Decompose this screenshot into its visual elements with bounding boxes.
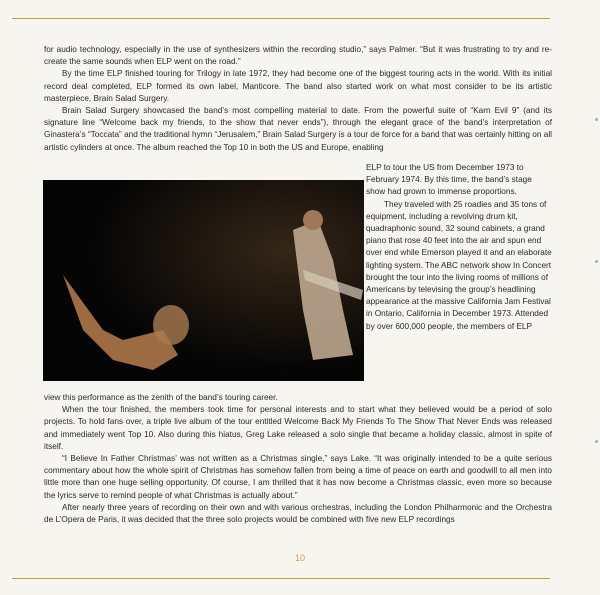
bottom-rule — [12, 578, 550, 579]
paragraph-lake-quote: “I Believe In Father Christmas’ was not written as a Christmas single,” says Lake. “It was originally intended to be a quite serious commentary about how the whole spirit of Christmas has somehow fallen from being a time of peace on earth and goodwill to all men into little more than one huge selling opportunity. Of course, I am thrilled that it has now become a Christmas classic, even more so because the lyrics serve to remind people of what Christmas is actually about.” — [44, 454, 552, 500]
concert-photo — [43, 180, 364, 381]
edge-mark — [595, 118, 598, 121]
paragraph-brain-salad-surgery: Brain Salad Surgery showcased the band’s most compelling material to date. From the powerful suite of “Karn Evil 9” (and its signature line “Welcome back my friends, to the show that never ends”), through the elegant grace of the band’s interpretation of Ginastera’s “Toccata” and the traditional hymn “Jerusalem,” Brain Salad Surgery is a tour de force for a band that was certainly hitting on all artistic cylinders at once. The album reached the Top 10 in both the US and Europe, enabling — [44, 106, 552, 152]
edge-mark — [595, 440, 598, 443]
paragraph-orchestras: After nearly three years of recording on their own and with various orchestras, including the London Philharmonic and the Orchestra de L’Opera de Paris, it was decided that the three solo projects would be combined with five new ELP recordings — [44, 502, 552, 525]
body-text-bottom — [44, 392, 552, 526]
paragraph-solo-projects: When the tour finished, the members took time for personal interests and to start what they believed would be a period of solo projects. To hold fans over, a triple live album of the tour entitled Welcome Back My Friends To The Show That Never Ends was released and immediately went Top 10. Also during this hiatus, Greg Lake released a solo single that became a holiday classic, almost in spite of itself. — [44, 405, 552, 451]
paragraph-palmer-quote: for audio technology, especially in the use of synthesizers within the recording studio,” says Palmer. “But it was frustrating to try and re-create the same sounds when ELP went on the road.” — [44, 45, 552, 67]
paragraph-zenith: view this performance as the zenith of the band’s touring career. — [44, 393, 278, 402]
wrapped-text — [366, 162, 552, 333]
paragraph-tour: ELP to tour the US from December 1973 to February 1974. By this time, the band’s stage show had grown to immense proportions. — [366, 163, 532, 197]
concert-photo-image — [43, 180, 364, 381]
paragraph-trilogy: By the time ELP finished touring for Trilogy in late 1972, they had become one of the biggest touring acts in the world. With its initial record deal completed, ELP formed its own label, Manticore. The band also started work on what most consider to be its artistic masterpiece, Brain Salad Surgery. — [44, 69, 552, 103]
edge-mark — [595, 260, 598, 263]
page-number: 10 — [294, 553, 305, 563]
body-text-top — [44, 44, 552, 154]
top-rule — [12, 18, 550, 19]
paragraph-equipment: They traveled with 25 roadies and 35 tons of equipment, including a revolving drum kit, quadraphonic sound, 32 sound cabinets, a grand piano that rose 40 feet into the air and spun end over end while Emerson played it and an elaborate lighting system. The ABC network show In Concert brought the tour into the living rooms of millions of Americans by televising the group’s headlining appearance at the massive California Jam Festival in Ontario, California in December 1973. Attended by over 600,000 people, the members of ELP — [366, 199, 552, 331]
